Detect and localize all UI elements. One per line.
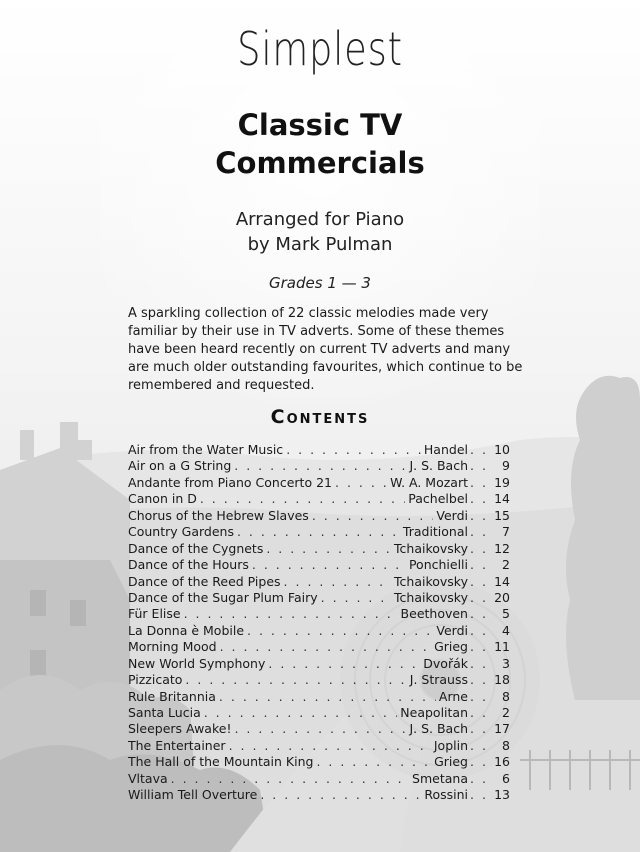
contents-entry xyxy=(128,623,510,639)
entry-title: Country Gardens xyxy=(128,524,234,540)
dot-leader xyxy=(470,721,492,737)
dot-leader xyxy=(470,639,492,655)
contents-entry xyxy=(128,524,510,540)
dot-leader xyxy=(234,458,406,474)
contents-entry xyxy=(128,574,510,590)
arranger-credit xyxy=(0,207,640,257)
entry-page-number: 16 xyxy=(494,754,510,770)
title-line-1: Classic TV xyxy=(237,108,403,142)
entry-composer: Beethoven xyxy=(400,606,468,622)
contents-entry xyxy=(128,458,510,474)
entry-composer: Verdi xyxy=(436,622,468,638)
entry-page-number: 14 xyxy=(494,573,510,589)
entry-composer: Dvořák xyxy=(423,655,468,671)
grades-label: Grades 1 — 3 xyxy=(269,274,371,292)
entry-title: Chorus of the Hebrew Slaves xyxy=(128,507,309,523)
contents-entry xyxy=(128,606,510,622)
contents-entry xyxy=(128,787,510,803)
dot-leader xyxy=(312,508,434,524)
contents-entry xyxy=(128,771,510,787)
dot-leader xyxy=(470,705,492,721)
dot-leader xyxy=(470,787,492,803)
entry-composer: Grieg xyxy=(434,754,468,770)
dot-leader xyxy=(470,475,492,491)
dot-leader xyxy=(268,656,420,672)
entry-page-number: 2 xyxy=(502,705,510,720)
entry-page-number: 10 xyxy=(494,442,510,457)
entry-page-number: 4 xyxy=(502,622,510,638)
contents-entry xyxy=(128,508,510,524)
dot-leader xyxy=(470,689,492,705)
entry-composer: Neapolitan xyxy=(400,705,468,720)
dot-leader xyxy=(286,442,421,458)
dot-leader xyxy=(252,557,406,573)
series-name: Simplest xyxy=(237,22,403,76)
entry-title: Vltava xyxy=(128,770,168,786)
entry-page-number: 18 xyxy=(494,672,510,688)
entry-composer: Rossini xyxy=(424,787,468,803)
contents-entry xyxy=(128,557,510,573)
entry-title: New World Symphony xyxy=(128,655,266,671)
dot-leader xyxy=(247,623,433,639)
entry-composer: Smetana xyxy=(412,770,468,786)
entry-composer: Traditional xyxy=(402,524,468,540)
entry-page-number: 15 xyxy=(494,507,510,523)
contents-entry xyxy=(128,442,510,458)
contents-list xyxy=(128,442,510,804)
entry-page-number: 17 xyxy=(494,721,510,737)
entry-page-number: 8 xyxy=(502,737,510,753)
contents-entry xyxy=(128,541,510,557)
entry-title: Sleepers Awake! xyxy=(128,721,232,737)
dot-leader xyxy=(470,557,492,573)
entry-page-number: 13 xyxy=(494,787,510,803)
dot-leader xyxy=(470,524,492,540)
dot-leader xyxy=(470,754,492,770)
entry-composer: Tchaikovsky xyxy=(394,589,468,605)
entry-composer: J. S. Bach xyxy=(409,721,468,737)
contents-entry xyxy=(128,491,510,507)
entry-page-number: 8 xyxy=(502,688,510,704)
contents-entry xyxy=(128,738,510,754)
entry-composer: J. S. Bach xyxy=(409,458,468,474)
entry-composer: Grieg xyxy=(434,639,468,655)
entry-title: Morning Mood xyxy=(128,639,217,655)
contents-entry xyxy=(128,705,510,721)
contents-entry xyxy=(128,754,510,770)
entry-title: Dance of the Cygnets xyxy=(128,540,264,556)
dot-leader xyxy=(260,787,421,803)
dot-leader xyxy=(229,738,431,754)
entry-composer: Joplin xyxy=(433,737,468,753)
dot-leader xyxy=(470,672,492,688)
entry-title: Canon in D xyxy=(128,491,197,507)
entry-page-number: 14 xyxy=(494,491,510,507)
contents-heading: Contents xyxy=(270,406,370,428)
contents-entry xyxy=(128,656,510,672)
entry-composer: J. Strauss xyxy=(409,672,468,688)
entry-page-number: 2 xyxy=(502,557,510,573)
entry-title: Rule Britannia xyxy=(128,688,216,704)
entry-title: Dance of the Sugar Plum Fairy xyxy=(128,589,318,605)
contents-entry xyxy=(128,721,510,737)
dot-leader xyxy=(204,705,398,721)
contents-entry xyxy=(128,475,510,491)
dot-leader xyxy=(470,656,492,672)
entry-page-number: 3 xyxy=(502,655,510,671)
dot-leader xyxy=(266,541,391,557)
dot-leader xyxy=(470,541,492,557)
dot-leader xyxy=(470,458,492,474)
contents-entry xyxy=(128,639,510,655)
entry-page-number: 11 xyxy=(494,639,510,655)
arranger-line-2: by Mark Pulman xyxy=(247,234,393,255)
entry-composer: Pachelbel xyxy=(408,491,468,507)
entry-page-number: 19 xyxy=(494,474,510,490)
entry-page-number: 5 xyxy=(502,606,510,622)
entry-page-number: 12 xyxy=(494,540,510,556)
dot-leader xyxy=(470,590,492,606)
entry-composer: Handel xyxy=(423,442,468,457)
entry-title: Dance of the Hours xyxy=(128,557,249,573)
entry-composer: Tchaikovsky xyxy=(394,573,468,589)
arranger-line-1: Arranged for Piano xyxy=(235,209,405,230)
dot-leader xyxy=(470,606,492,622)
entry-page-number: 20 xyxy=(494,589,510,605)
dot-leader xyxy=(219,689,436,705)
dot-leader xyxy=(184,606,398,622)
entry-title: Für Elise xyxy=(128,606,181,622)
dot-leader xyxy=(335,475,387,491)
contents-entry xyxy=(128,590,510,606)
entry-page-number: 7 xyxy=(502,524,510,540)
dot-leader xyxy=(284,574,391,590)
dot-leader xyxy=(234,721,406,737)
entry-page-number: 6 xyxy=(502,770,510,786)
dot-leader xyxy=(185,672,406,688)
entry-title: Santa Lucia xyxy=(128,705,201,720)
book-title xyxy=(0,106,640,182)
contents-entry xyxy=(128,689,510,705)
entry-title: Andante from Piano Concerto 21 xyxy=(128,474,332,490)
dot-leader xyxy=(470,508,492,524)
dot-leader xyxy=(470,442,492,458)
entry-composer: Verdi xyxy=(436,507,468,523)
title-line-2: Commercials xyxy=(215,146,425,180)
entry-title: La Donna è Mobile xyxy=(128,622,245,638)
description-paragraph: A sparkling collection of 22 classic melodies made very familiar by their use in TV adverts. Some of these themes have been heard recently on current TV adverts and many are much older outstanding favourites, which continue to be remembered and requested. xyxy=(128,306,523,393)
entry-title: Dance of the Reed Pipes xyxy=(128,573,281,589)
contents-entry xyxy=(128,672,510,688)
dot-leader xyxy=(321,590,391,606)
entry-composer: W. A. Mozart xyxy=(390,474,468,490)
entry-composer: Arne xyxy=(438,688,468,704)
dot-leader xyxy=(470,623,492,639)
entry-page-number: 9 xyxy=(502,458,510,474)
entry-title: William Tell Overture xyxy=(128,787,258,803)
dot-leader xyxy=(470,738,492,754)
entry-title: The Hall of the Mountain King xyxy=(128,754,314,770)
dot-leader xyxy=(470,491,492,507)
entry-title: The Entertainer xyxy=(128,737,226,753)
dot-leader xyxy=(200,491,405,507)
dot-leader xyxy=(171,771,409,787)
entry-title: Air on a G String xyxy=(128,458,232,474)
dot-leader xyxy=(470,771,492,787)
dot-leader xyxy=(220,639,431,655)
entry-title: Air from the Water Music xyxy=(128,442,284,457)
dot-leader xyxy=(237,524,400,540)
dot-leader xyxy=(470,574,492,590)
dot-leader xyxy=(316,754,431,770)
entry-composer: Ponchielli xyxy=(408,557,468,573)
entry-composer: Tchaikovsky xyxy=(394,540,468,556)
entry-title: Pizzicato xyxy=(128,672,183,688)
